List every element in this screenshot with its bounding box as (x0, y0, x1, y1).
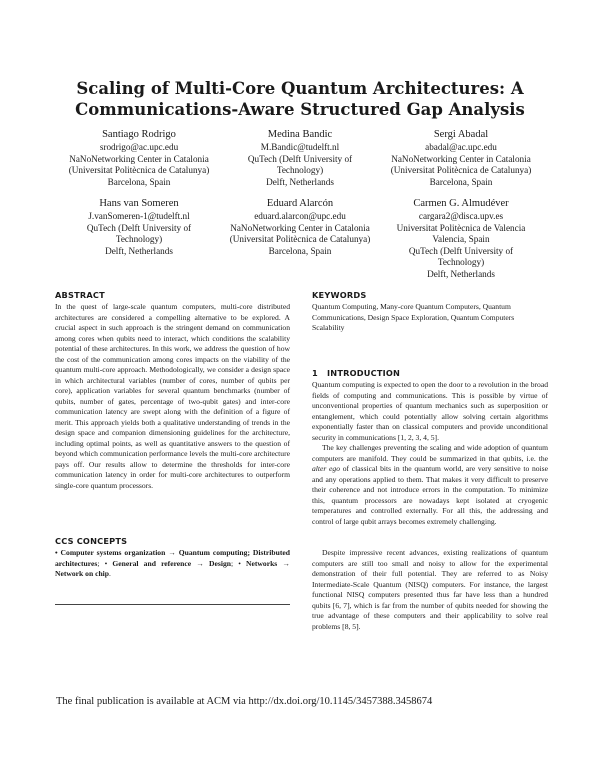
author-email[interactable]: cargara2@disca.upv.es (418, 211, 504, 221)
ccs-arrow: → (277, 558, 291, 568)
author-name: Santiago Rodrigo (102, 129, 176, 140)
author-affiliation: QuTech (Delft University of (408, 245, 514, 256)
author-location: Delft, Netherlands (105, 245, 173, 256)
author-location: Delft, Netherlands (427, 268, 495, 279)
author-block (366, 128, 556, 188)
ccs-separator: ; • (97, 558, 113, 568)
ccs-heading: CCS CONCEPTS (55, 536, 128, 546)
ccs-term: Design (209, 558, 231, 568)
ccs-arrow: → (191, 558, 210, 568)
ccs-concepts (55, 548, 290, 580)
author-location: Barcelona, Spain (107, 176, 171, 187)
author-block (366, 197, 556, 281)
author-affiliation: Technology) (115, 234, 163, 245)
author-name: Hans van Someren (99, 198, 179, 209)
author-name: Eduard Alarcón (266, 198, 334, 209)
paper-title (40, 78, 560, 120)
author-email[interactable]: J.vanSomeren-1@tudelft.nl (88, 211, 190, 221)
ccs-end: . (109, 569, 111, 578)
publication-footer: The final publication is available at ACM via http://dx.doi.org/10.1145/3457388.3458674 (56, 696, 433, 707)
keywords-text: Quantum Computing, Many-core Quantum Computers, Quantum Communications, Design Space Exploration, Quantum Computers Scalability (312, 302, 515, 332)
copyright-divider (55, 604, 290, 605)
author-affiliation: Technology) (276, 165, 324, 176)
ccs-term: Quantum computing (178, 548, 248, 557)
paragraph-emphasis: alter ego (312, 464, 340, 473)
author-affiliation: NaNoNetworking Center in Catalonia (69, 153, 209, 164)
paragraph-text: of classical bits in the quantum world, are very sensitive to noise and any operations applied to them. That makes it very difficult to preserve their coherence and not introduce errors in the computation. To minimize this, quantum processors are nowadays kept isolated at cryogenic temperatures and controlled externally. For all this, the addressing and control of large qubit arrays becomes extremely challenging. (312, 464, 548, 526)
author-affiliation: (Universitat Politècnica de Catalunya) (68, 165, 210, 176)
author-affiliation: NaNoNetworking Center in Catalonia (230, 222, 370, 233)
title-line-1: Scaling of Multi-Core Quantum Architectures: A (76, 79, 524, 98)
paragraph-text: The key challenges preventing the scaling and wide adoption of quantum computers are manifold. They could be summarized in that qubits, i.e. the (312, 443, 548, 463)
ccs-term: Networks (246, 558, 278, 568)
author-location: Delft, Netherlands (266, 176, 334, 187)
introduction-heading: 1 INTRODUCTION (312, 368, 401, 378)
author-email[interactable]: srodrigo@ac.upc.edu (99, 142, 179, 152)
author-affiliation: QuTech (Delft University of (86, 222, 192, 233)
author-location: Valencia, Spain (432, 234, 490, 245)
abstract-text: In the quest of large-scale quantum computers, multi-core distributed architectures are considered a compelling alternative to be explored. A crucial aspect in such approach is the stringent demand on communication among cores when qubits need to interact, which conditions the scalability potential of these architectures. In this work, we address the question of how the cost of the communication among cores impacts on the viability of the quantum multi-core approach. Methodologically, we consider a design space in which architectural variables (number of cores, number of qubits per core), application variables for several quantum benchmarks (number of qubits, number of gates, percentage of two-qubit gates) and inter-core communication latency are swept along with the definition of a figure of merit. This approach yields both a qualitative understanding of trends in the design space and companion dimensioning guidelines for the architecture, including optimal points, as well as quantitative answers to the question of beyond which communication performance levels the multi-core architecture pays off. Our results allow to determine the thresholds for inter-core communication latency in order for multi-core architectures to outperform single-core quantum processors. (55, 302, 290, 490)
abstract-heading: ABSTRACT (55, 290, 105, 300)
ccs-term: • Computer systems organization (55, 548, 166, 557)
author-email[interactable]: eduard.alarcon@upc.edu (254, 211, 346, 221)
introduction-paragraph: Despite impressive recent advances, existing realizations of quantum computers are still too small and noisy to allow for the experimental demonstration of their full potential. They are referred to as Noisy Intermediate-Scale Quantum (NISQ) computers. For instance, the largest functional NISQ computers presented thus far have less than a hundred qubits [6, 7], which is far from the number of qubits needed for showing the true advantage of these computers and their applicability to solve real problems [8, 5]. (312, 548, 548, 631)
ccs-term: ; Distributed architectures (55, 548, 290, 568)
author-affiliation: (Universitat Politècnica de Catalunya) (229, 234, 371, 245)
introduction-paragraph (312, 443, 548, 527)
author-name: Carmen G. Almudéver (413, 198, 509, 209)
author-affiliation: Technology) (437, 257, 485, 268)
author-affiliation: NaNoNetworking Center in Catalonia (391, 153, 531, 164)
ccs-arrow: → (165, 548, 179, 557)
author-location: Barcelona, Spain (429, 176, 493, 187)
author-affiliation: Universitat Politècnica de Valencia (396, 222, 526, 233)
author-affiliation: QuTech (Delft University of (247, 153, 353, 164)
ccs-term: General and reference (112, 558, 192, 568)
author-location: Barcelona, Spain (268, 245, 332, 256)
ccs-term: Network on chip (55, 569, 110, 578)
author-email[interactable]: abadal@ac.upc.edu (425, 142, 497, 152)
ccs-separator: ; • (230, 558, 247, 568)
introduction-paragraph: Quantum computing is expected to open the door to a revolution in the broad fields of computing and communications. This is possible by virtue of unconventional properties of quantum mechanics such as superposition or entanglement, which could potentially allow solving certain algorithms exponentially faster than on classical computers and provide unconditional security in communications [1, 2, 3, 4, 5]. (312, 380, 548, 442)
author-affiliation: (Universitat Politècnica de Catalunya) (390, 165, 532, 176)
author-email[interactable]: M.Bandic@tudelft.nl (260, 142, 340, 152)
keywords-heading: KEYWORDS (312, 290, 367, 300)
author-name: Sergi Abadal (433, 129, 489, 140)
title-line-2: Communications-Aware Structured Gap Analysis (75, 100, 525, 119)
author-name: Medina Bandic (267, 129, 333, 140)
